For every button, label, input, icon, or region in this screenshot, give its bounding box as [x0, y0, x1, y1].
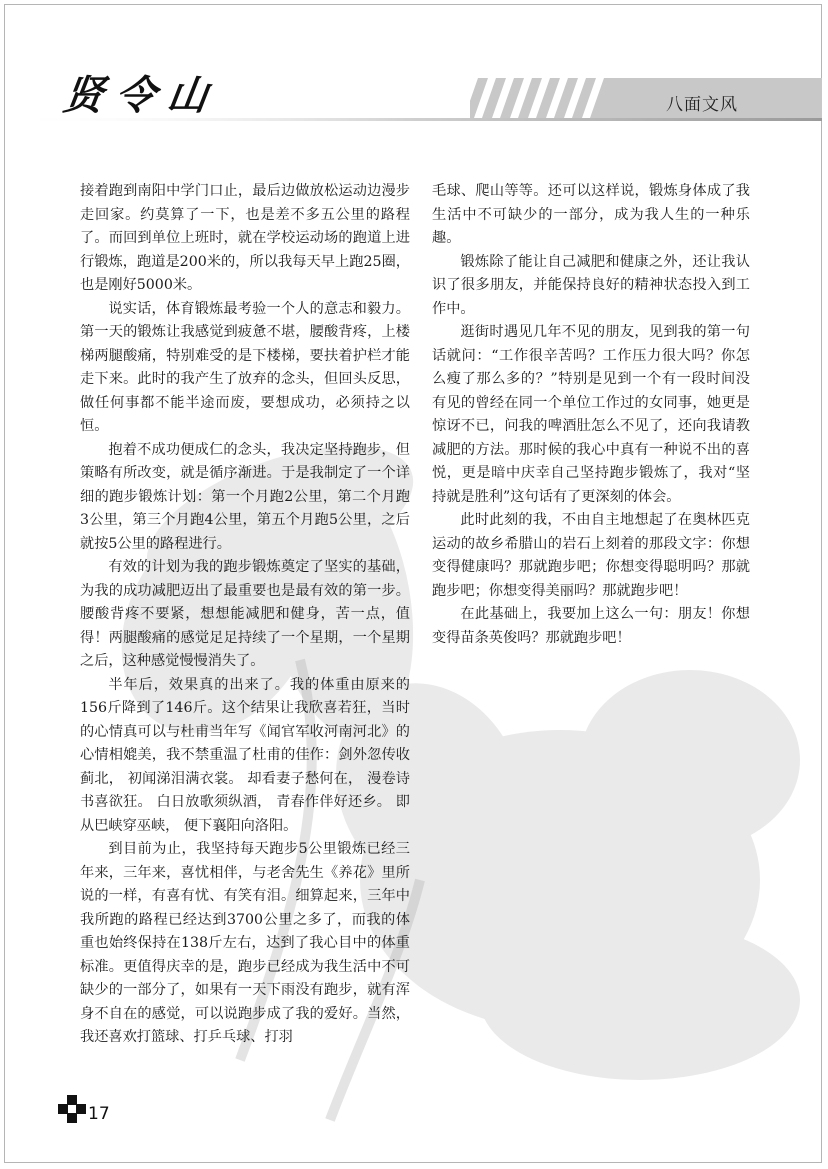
paragraph: 到目前为止，我坚持每天跑步5公里锻炼已经三年来，三年来，喜忧相伴，与老舍先生《养花》里所说的一样，有喜有忧、有笑有泪。细算起来，三年中我所跑的路程已经达到3700公里之多了，而我的体重也始终保持在138斤左右，达到了我心目中的体重标准。更值得庆幸的是，跑步已经成为我生活中不可缺少的一部分了，如果有一天下雨没有跑步，就有浑身不自在的感觉，可以说跑步成了我的爱好。当然，我还喜欢打篮球、打乒乓球、打羽 [80, 841, 410, 1045]
article-left-column [80, 180, 410, 1050]
paragraph: 逛街时遇见几年不见的朋友，见到我的第一句话就问：“工作很辛苦吗？工作压力很大吗？你怎么瘦了那么多的？”特别是见到一个有一段时间没有见的曾经在同一个单位工作过的女同事，她更是惊讶不已，问我的啤酒肚怎么不见了，还向我请教减肥的方法。那时候的我心中真有一种说不出的喜悦，更是暗中庆幸自己坚持跑步锻炼了，我对“坚持就是胜利”这句话有了更深刻的体会。 [432, 324, 750, 505]
paragraph: 此时此刻的我，不由自主地想起了在奥林匹克运动的故乡希腊山的岩石上刻着的那段文字：你想变得健康吗？那就跑步吧；你想变得聪明吗？那就跑步吧；你想变得美丽吗？那就跑步吧！ [432, 512, 750, 599]
paragraph: 有效的计划为我的跑步锻炼奠定了坚实的基础，为我的成功减肥迈出了最重要也是最有效的第一步。腰酸背疼不要紧，想想能减肥和健身，苦一点，值得！两腿酸痛的感觉足足持续了一个星期，一个星期之后，这种感觉慢慢消失了。 [80, 559, 410, 669]
paragraph: 毛球、爬山等等。还可以这样说，锻炼身体成了我生活中不可缺少的一部分，成为我人生的一种乐趣。 [432, 183, 750, 246]
paragraph: 半年后，效果真的出来了。我的体重由原来的156斤降到了146斤。这个结果让我欣喜若狂，当时的心情真可以与杜甫当年写《闻官军收河南河北》的心情相媲美，我不禁重温了杜甫的佳作：剑外忽传收蓟北， 初闻涕泪满衣裳。 却看妻子愁何在， 漫卷诗书喜欲狂。 白日放歌须纵酒， 青春作伴好还乡。 即从巴峡穿巫峡， 便下襄阳向洛阳。 [80, 676, 410, 834]
section-title: 八面文风 [666, 95, 738, 115]
page-corner-mark [58, 1095, 86, 1123]
paragraph: 说实话，体育锻炼最考验一个人的意志和毅力。第一天的锻炼让我感觉到疲惫不堪，腰酸背疼，上楼梯两腿酸痛，特别难受的是下楼梯，要扶着护栏才能走下来。此时的我产生了放弃的念头，但回头反思，做任何事都不能半途而废，要想成功，必须持之以恒。 [80, 300, 410, 434]
magazine-logo: 贤令山 [60, 72, 223, 119]
article-right-column [432, 180, 750, 650]
paragraph: 锻炼除了能让自己减肥和健康之外，还让我认识了很多朋友，并能保持良好的精神状态投入到工作中。 [432, 253, 750, 317]
page-number: 17 [88, 1104, 110, 1124]
page-header [0, 0, 828, 125]
paragraph: 接着跑到南阳中学门口止，最后边做放松运动边漫步走回家。约莫算了一下，也是差不多五公里的路程了。而回到单位上班时，就在学校运动场的跑道上进行锻炼，跑道是200米的，所以我每天早上跑25圈，也是刚好5000米。 [80, 183, 410, 293]
paragraph: 在此基础上，我要加上这么一句：朋友！你想变得苗条英俊吗？那就跑步吧！ [432, 606, 750, 646]
paragraph: 抱着不成功便成仁的念头，我决定坚持跑步，但策略有所改变，就是循序渐进。于是我制定了一个详细的跑步锻炼计划：第一个月跑2公里，第二个月跑3公里，第三个月跑4公里，第五个月跑5公里，之后就按5公里的路程进行。 [80, 441, 410, 552]
